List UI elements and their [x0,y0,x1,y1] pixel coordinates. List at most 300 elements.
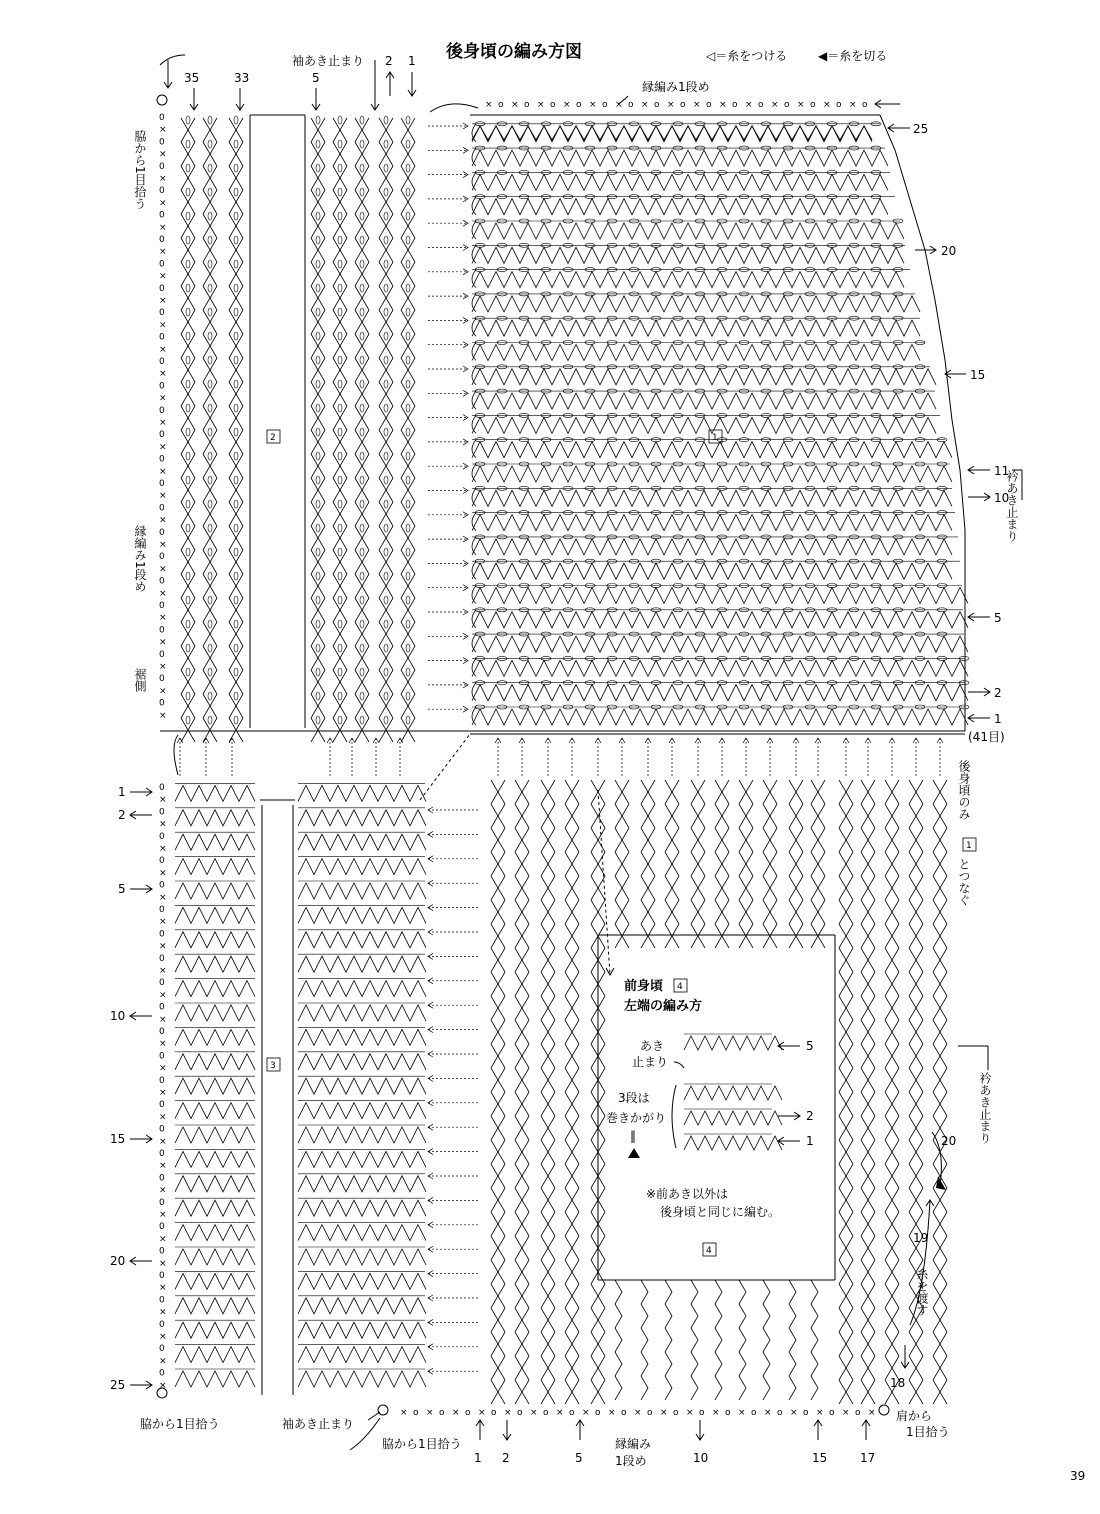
panel-4-stitch [615,1352,622,1376]
panel-4-stitch [715,1280,722,1304]
panel-4-stitch [565,972,572,996]
edge-stitch-symbol: × [823,100,831,110]
side-column-stitch [408,670,415,694]
chain-stitch [384,188,388,196]
side-column-stitch [236,646,243,670]
panel-4-stitch [665,1376,672,1400]
edge-stitch-symbol: 0 [159,113,165,123]
side-column-stitch [236,166,243,190]
panel-4-stitch [811,828,818,852]
panel-4-stitch [672,900,679,924]
panel-4-stitch [615,924,622,948]
panel-4-stitch [572,996,579,1020]
edge-stitch-symbol: × [159,198,167,209]
panel-4-stitch [868,828,875,852]
panel-4-stitch [916,900,923,924]
chain-stitch [360,140,364,148]
turn-chain [472,440,476,458]
edge-stitch-symbol: × [159,990,167,1001]
panel-4-stitch [789,804,796,828]
inset-three-rows: 3段は [618,1091,650,1105]
panel-4-stitch [498,948,505,972]
panel-4-stitch [691,852,698,876]
legend-cut: ◀＝糸を切る [818,49,888,63]
edge-stitch-symbol: × [608,1408,616,1418]
chain-stitch [384,716,388,724]
panel-4-stitch [796,780,803,804]
side-column-stitch [188,718,195,742]
edge-stitch-symbol: 0 [159,856,165,867]
panel-4-stitch [491,780,498,804]
side-column-stitch [333,238,340,262]
side-column-stitch [203,502,210,526]
side-column-stitch [318,694,325,718]
inset-note-2: 後身頃と同じに編む。 [660,1205,781,1219]
chain-stitch [360,548,364,556]
panel-4-stitch [839,1356,846,1380]
chain-stitch [316,236,320,244]
side-column-stitch [386,214,393,238]
side-column-stitch [355,718,362,742]
panel-4-stitch [739,804,746,828]
side-column-stitch [236,478,243,502]
chain-stitch [360,524,364,532]
side-column-stitch [203,646,210,670]
side-column-stitch [236,550,243,574]
panel-4-stitch [892,876,899,900]
panel-4-stitch [839,924,846,948]
panel-4-stitch [861,1212,868,1236]
panel-4-stitch [861,1380,868,1404]
panel-4-stitch [541,1284,548,1308]
side-column-stitch [362,598,369,622]
panel-4-stitch [861,1068,868,1092]
panel-4-stitch [491,1092,498,1116]
page-number: 39 [1070,1469,1086,1483]
panel-4-stitch [770,900,777,924]
side-column-stitch [362,334,369,358]
side-column-stitch [203,550,210,574]
panel-4-stitch [565,1284,572,1308]
side-column-stitch [340,406,347,430]
chain-stitch [316,692,320,700]
inset-open-stop-2: 止まり [632,1055,669,1069]
edge-stitch-symbol: × [556,1408,564,1418]
panel-4-stitch [598,1332,605,1356]
chain-stitch [208,572,212,580]
panel-4-stitch [522,1212,529,1236]
side-column-stitch [229,694,236,718]
side-column-stitch [188,334,195,358]
edge-stitch-symbol: × [849,100,857,110]
side-column-stitch [401,382,408,406]
chain-stitch [360,380,364,388]
panel-4-stitch [691,1376,698,1400]
edge-stitch-symbol: o [758,100,764,110]
panel-4-stitch [940,876,947,900]
chain-stitch [384,428,388,436]
inset-stitch-row [684,1086,782,1100]
panel-4-stitch [541,924,548,948]
side-column-stitch [311,550,318,574]
panel-4-stitch [522,804,529,828]
edge-stitch-symbol: o [732,100,738,110]
side-column-stitch [333,406,340,430]
panel-4-stitch [548,1020,555,1044]
chain-stitch [338,716,342,724]
panel-4-stitch [746,804,753,828]
panel-4-stitch [940,1380,947,1404]
side-column-stitch [408,406,415,430]
panel-4-stitch [739,852,746,876]
turn-chain [472,464,476,482]
panel-4-stitch [868,1332,875,1356]
panel-4-stitch [548,1068,555,1092]
chain-stitch [316,476,320,484]
panel-4-stitch [868,1188,875,1212]
panel-4-stitch [811,780,818,804]
panel-4-stitch [861,1236,868,1260]
inset-open-stop: あき [640,1039,665,1053]
panel-4-stitch [515,996,522,1020]
side-column-stitch [379,406,386,430]
side-column-stitch [203,454,210,478]
chain-stitch [316,356,320,364]
edge-stitch-symbol: × [478,1408,486,1418]
panel-4-stitch [498,876,505,900]
turn-chain [472,707,476,725]
panel-4-stitch [698,900,705,924]
side-column-stitch [229,406,236,430]
left-row-arrows [130,788,152,1389]
side-column-stitch [188,502,195,526]
edge-stitch-symbol: × [159,917,167,928]
panel-4-stitch [522,1332,529,1356]
edge-stitch-symbol: o [413,1408,419,1418]
side-column-stitch [379,262,386,286]
chain-stitch [208,140,212,148]
chain-stitch [186,332,190,340]
panel-4-stitch [885,996,892,1020]
edge-stitch-symbol: × [159,1185,167,1196]
side-column-stitch [386,526,393,550]
chain-stitch [316,596,320,604]
panel-4-stitch [565,780,572,804]
diagram-title: 後身頃の編み方図 [446,42,582,62]
panel-4-stitch [916,1092,923,1116]
side-column-stitch [340,310,347,334]
edge-stitch-symbol: o [706,100,712,110]
edge-stitch-symbol: × [159,222,167,233]
panel-4-stitch [715,780,722,804]
panel-4-stitch [916,1380,923,1404]
side-column-stitch [210,262,217,286]
chain-stitch [338,524,342,532]
edge-stitch-symbol: × [842,1408,850,1418]
side-column-stitch [188,550,195,574]
panel-4-stitch [746,828,753,852]
side-column-stitch [379,718,386,742]
side-column-stitch [236,526,243,550]
panel-4-stitch [565,876,572,900]
panel-4-stitch [565,1356,572,1380]
chain-stitch [208,620,212,628]
panel-4-stitch [541,900,548,924]
turn-chain [472,391,476,409]
edge-stitch-symbol: 0 [159,953,165,964]
panel-4-stitch [892,996,899,1020]
side-column-stitch [379,574,386,598]
side-column-stitch [362,382,369,406]
panel-4-stitch [763,1352,770,1376]
panel-4-stitch [698,876,705,900]
panel-4-stitch [868,780,875,804]
side-column-stitch [401,310,408,334]
panel-4-stitch [598,1380,605,1404]
panel-4-stitch [839,1332,846,1356]
side-column-stitch [181,358,188,382]
side-column-stitch [401,238,408,262]
chain-stitch [208,308,212,316]
panel-4-stitch [789,900,796,924]
chain-stitch [316,524,320,532]
panel-4-stitch [861,1308,868,1332]
panel-4-stitch [498,780,505,804]
panel-4-stitch [548,1284,555,1308]
panel-4-stitch [541,876,548,900]
panel-4-stitch [916,1116,923,1140]
chain-stitch [186,716,190,724]
panel-4-stitch [572,1020,579,1044]
chain-stitch [186,668,190,676]
panel-4-stitch [811,1352,818,1376]
panel-4-stitch [572,828,579,852]
panel-4-stitch [498,1164,505,1188]
side-column-stitch [386,550,393,574]
panel-4-stitch [548,1380,555,1404]
stitch-row [472,685,968,701]
panel-4-stitch [885,1236,892,1260]
chain-stitch [208,284,212,292]
panel-4-stitch [909,1020,916,1044]
edge-stitch-symbol: o [829,1408,835,1418]
panel-4-stitch [763,1376,770,1400]
side-column-stitch [355,118,362,142]
stitch-row [472,539,952,555]
edge-stitch-symbol: × [686,1408,694,1418]
edge-stitch-symbol: 0 [159,405,165,416]
side-column-stitch [311,598,318,622]
stitch-row [472,417,936,433]
side-column-stitch [311,406,318,430]
chain-stitch [208,332,212,340]
stitch-row [298,810,426,826]
edge-stitch-symbol: 0 [159,381,165,392]
panel-4-stitch [868,972,875,996]
stitch-row [175,1225,255,1241]
panel-4-stitch [909,876,916,900]
edge-stitch-symbol: 0 [159,1124,165,1135]
panel-4-stitch [846,1140,853,1164]
panel-4-stitch [746,924,753,948]
panel-4-stitch [622,780,629,804]
panel-4-stitch [672,828,679,852]
chain-stitch [406,236,410,244]
edge-stitch-symbol: × [159,320,167,331]
panel-4-stitch [615,1280,622,1304]
side-column-stitch [311,286,318,310]
panel-4-stitch [698,828,705,852]
side-column-stitch [333,646,340,670]
stitch-row [472,126,872,142]
panel-4-stitch [909,1332,916,1356]
side-column-stitch [386,670,393,694]
panel-4-stitch [498,1236,505,1260]
panel-4-stitch [491,828,498,852]
panel-4-stitch [916,852,923,876]
panel-4-stitch [916,1164,923,1188]
chain-stitch [186,140,190,148]
panel-4-stitch [892,948,899,972]
side-column-stitch [333,334,340,358]
side-column-stitch [379,670,386,694]
side-column-stitch [333,454,340,478]
panel-4-stitch [868,1044,875,1068]
panel-4-stitch [839,1380,846,1404]
panel-4-stitch [892,1140,899,1164]
chain-stitch [338,188,342,196]
edge-stitch-symbol: 0 [159,454,165,465]
panel-4-stitch [598,900,605,924]
chain-stitch [234,572,238,580]
panel-4-stitch [491,924,498,948]
panel-4-stitch [818,900,825,924]
chain-stitch [208,164,212,172]
edge-stitch-symbol: 0 [159,1271,165,1281]
panel-4-stitch [715,852,722,876]
chain-stitch [360,404,364,412]
chain-stitch [234,356,238,364]
panel-4-stitch [548,1092,555,1116]
panel-4-stitch [909,1356,916,1380]
chain-stitch [208,716,212,724]
side-column-stitch [379,646,386,670]
bottom-edge-row1-a: 縁編み [615,1437,652,1451]
panel-4-stitch [565,1164,572,1188]
side-column-stitch [210,166,217,190]
edge-stitch-symbol: 0 [159,332,165,343]
edge-stitch-symbol: o [862,100,868,110]
panel-4-stitch [868,1212,875,1236]
side-column-stitch [181,166,188,190]
chain-stitch [234,428,238,436]
panel-4-stitch [861,828,868,852]
panel-4-stitch [598,852,605,876]
side-column-stitch [210,118,217,142]
side-column-stitch [379,142,386,166]
side-column-stitch [340,502,347,526]
panel-4-stitch [648,876,655,900]
panel-4-stitch [818,804,825,828]
edge-stitch-symbol: × [159,369,167,380]
side-column-stitch [362,166,369,190]
side-column-stitch [318,334,325,358]
inset-equals: ‖ [630,1129,636,1143]
side-column-stitch [229,214,236,238]
side-column-stitch [311,574,318,598]
panel-4-stitch [615,900,622,924]
panel-4-stitch [572,972,579,996]
side-column-stitch [340,334,347,358]
side-column-stitch [181,622,188,646]
panel-4-stitch [916,804,923,828]
side-column-stitch [362,238,369,262]
panel-4-stitch [933,1020,940,1044]
edge-stitch-symbol: × [771,100,779,110]
panel-4-stitch [515,852,522,876]
panel-4-stitch [565,1020,572,1044]
panel-4-stitch [572,1092,579,1116]
chain-stitch [406,428,410,436]
panel-4-stitch [885,972,892,996]
side-column-stitch [188,598,195,622]
side-column-stitch [236,190,243,214]
chain-stitch [234,116,238,124]
side-column-stitch [340,238,347,262]
inset-row-2: 2 [806,1109,814,1123]
side-column-stitch [210,358,217,382]
chain-stitch [186,164,190,172]
chain-stitch [360,332,364,340]
panel-4-stitch [591,1164,598,1188]
stitch-row [175,1322,255,1338]
panel-4-stitch [572,780,579,804]
panel-4-stitch [909,996,916,1020]
panel-4-stitch [541,804,548,828]
panel-4-stitch [591,972,598,996]
panel-4-stitch [522,972,529,996]
side-column-stitch [210,430,217,454]
edge-stitch-symbol: × [159,296,167,306]
side-column-stitch [318,382,325,406]
inset-note-1: ※前あき以外は [646,1187,729,1201]
chain-stitch [186,380,190,388]
stitch-row [298,1029,426,1045]
stitch-row [472,515,952,531]
side-column-stitch [188,574,195,598]
chain-stitch [360,452,364,460]
chain-stitch [360,476,364,484]
side-column-stitch [401,478,408,502]
panel-4-stitch [770,804,777,828]
panel-4-stitch [839,1260,846,1284]
panel-4-stitch [715,804,722,828]
side-column-stitch [333,310,340,334]
panel-4-stitch [522,828,529,852]
side-column-stitch [355,550,362,574]
panel-4-stitch [698,852,705,876]
side-column-stitch [203,262,210,286]
panel-4-stitch [598,780,605,804]
panel-4-stitch [933,996,940,1020]
panel-4-stitch [565,1212,572,1236]
panel-4-stitch [839,876,846,900]
side-column-stitch [355,574,362,598]
side-column-stitch [210,382,217,406]
edge-stitch-symbol: o [595,1408,601,1418]
chain-stitch [234,236,238,244]
panel-4-stitch [892,1068,899,1092]
